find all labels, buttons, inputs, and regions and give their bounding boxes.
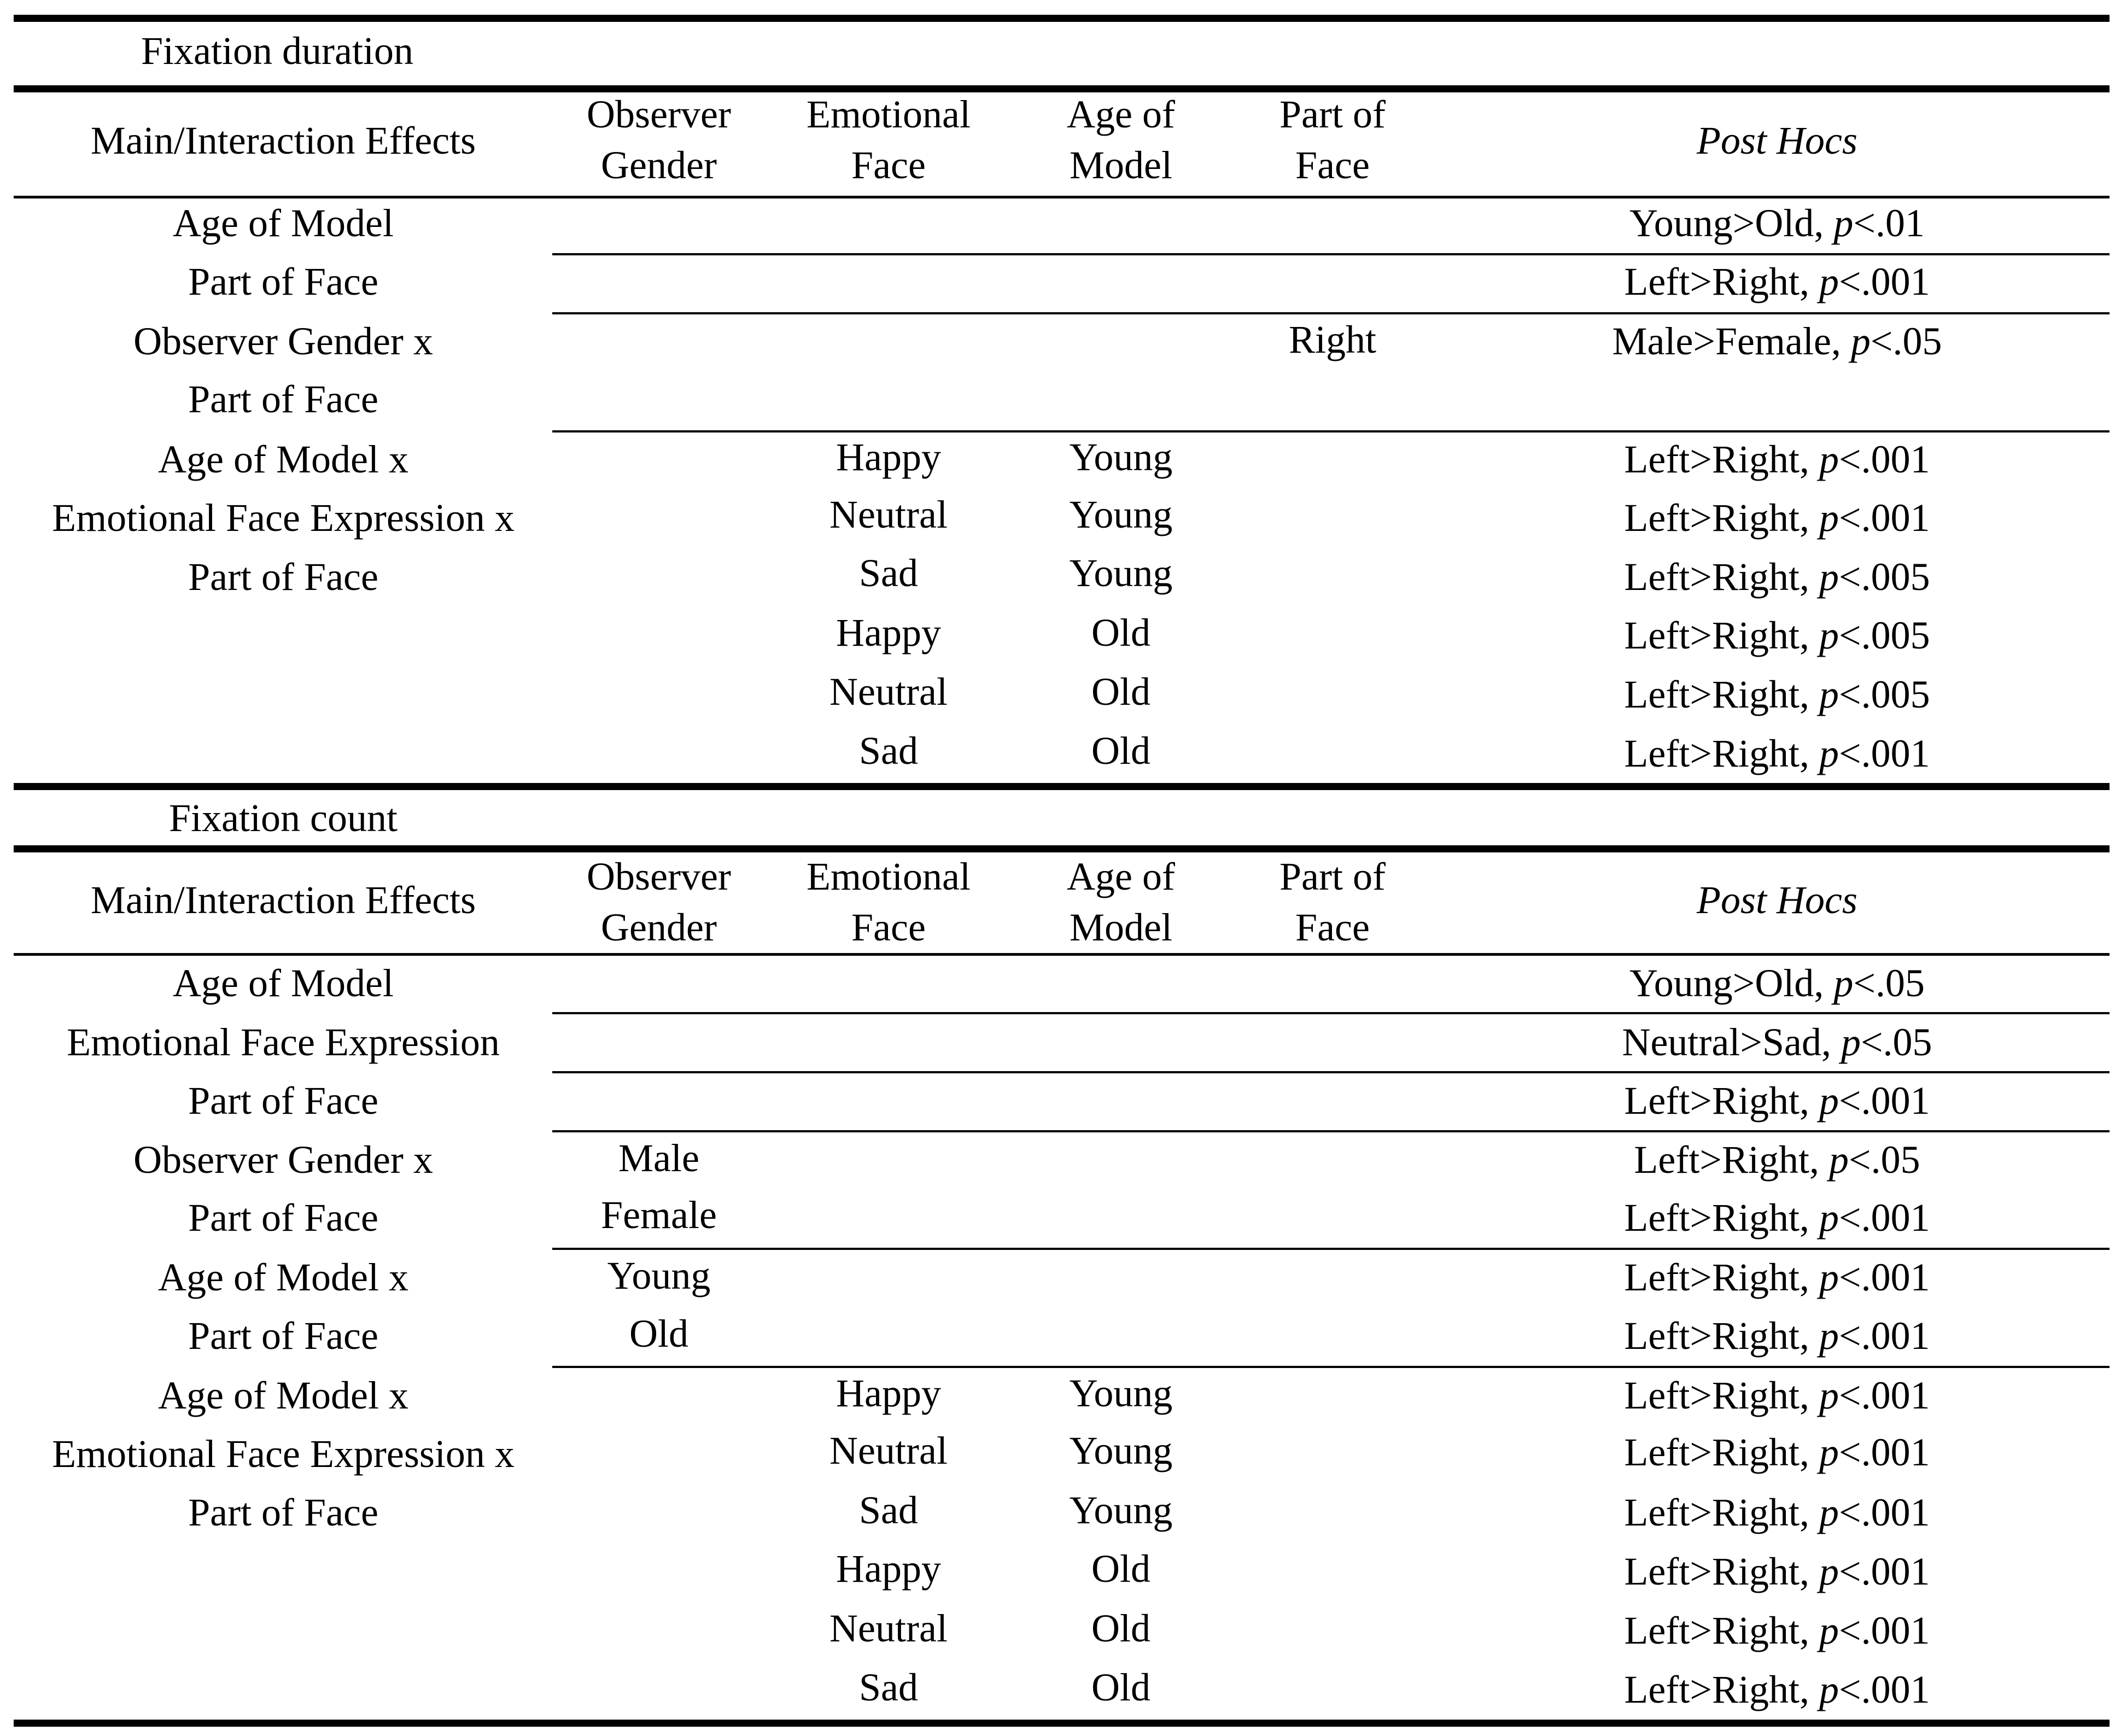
post-hoc-cell: Left>Right, p<.001 [1624,260,1930,303]
post-hoc-cell: Left>Right, p<.001 [1624,496,1930,540]
age-of-model-value: Old [1091,729,1150,773]
age-of-model-value: Old [1091,611,1150,654]
header-emotional-face-line1: Emotional [807,92,971,136]
effect-emotional-face-expression: Emotional Face Expression [67,1020,500,1064]
header-part-of-face-line1: Part of [1279,855,1386,898]
header-main-interaction-effects: Main/Interaction Effects [90,878,476,922]
header-part-of-face-line1: Part of [1279,92,1386,136]
effect-age-emotion-part-line2: Emotional Face Expression x [52,1432,515,1476]
post-hoc-cell: Left>Right, p<.001 [1624,1373,1930,1417]
post-hoc-cell: Left>Right, p<.001 [1624,1430,1930,1474]
row-divider [552,1248,2110,1250]
header-observer-gender-line2: Gender [601,143,717,187]
row-divider [552,1012,2110,1014]
header-age-of-model-line1: Age of [1067,855,1175,898]
emotional-face-value: Neutral [829,1606,948,1650]
post-hoc-cell: Young>Old, p<.01 [1629,201,1925,245]
post-hoc-cell: Left>Right, p<.001 [1624,437,1930,481]
post-hoc-cell: Left>Right, p<.001 [1624,732,1930,775]
age-of-model-value: Old [1091,1665,1150,1709]
row-divider [552,312,2110,314]
header-age-of-model-line2: Model [1070,143,1172,187]
row-divider [552,1366,2110,1368]
post-hoc-cell: Left>Right, p<.005 [1624,673,1930,716]
post-hoc-cell: Left>Right, p<.001 [1624,1490,1930,1534]
post-hoc-cell: Left>Right, p<.001 [1624,1550,1930,1593]
emotional-face-value: Neutral [829,493,948,536]
effect-observer-gender-x-part-of-face-line2: Part of Face [188,377,378,421]
post-hoc-cell: Neutral>Sad, p<.05 [1622,1020,1932,1064]
emotional-face-value: Happy [836,1547,941,1591]
header-emotional-face-line1: Emotional [807,855,971,898]
row-divider [552,253,2110,255]
emotional-face-value: Happy [836,1371,941,1415]
observer-gender-value: Old [629,1312,688,1355]
age-of-model-value: Young [1069,551,1173,595]
header-emotional-face-line2: Face [851,905,926,949]
post-hoc-cell: Left>Right, p<.001 [1624,1314,1930,1358]
observer-gender-value: Male [618,1136,699,1180]
age-of-model-value: Young [1069,1371,1173,1415]
age-of-model-value: Old [1091,1547,1150,1591]
effect-age-of-model-x-part-of-face-line2: Part of Face [188,1314,378,1358]
emotional-face-value: Sad [859,1665,918,1709]
emotional-face-value: Happy [836,435,941,479]
header-age-of-model-line2: Model [1070,905,1172,949]
post-hoc-cell: Left>Right, p<.001 [1624,1609,1930,1652]
effect-age-emotion-part-line1: Age of Model x [158,1373,408,1417]
effect-observer-gender-x-part-of-face-line1: Observer Gender x [133,319,433,363]
header-emotional-face-line2: Face [851,143,926,187]
age-of-model-value: Young [1069,493,1173,536]
header-post-hocs: Post Hocs [1697,878,1857,922]
row-divider [552,1071,2110,1073]
effect-age-emotion-part-line2: Emotional Face Expression x [52,496,515,540]
emotional-face-value: Neutral [829,1429,948,1472]
age-of-model-value: Old [1091,1606,1150,1650]
post-hoc-cell: Young>Old, p<.05 [1629,961,1925,1005]
effect-age-emotion-part-line3: Part of Face [188,1490,378,1534]
header-post-hocs: Post Hocs [1697,119,1857,162]
row-divider [552,1130,2110,1132]
header-bottom-rule [14,953,2110,956]
header-observer-gender-line1: Observer [587,92,731,136]
top-thick-rule [14,15,2110,22]
age-of-model-value: Old [1091,670,1150,714]
header-age-of-model-line1: Age of [1067,92,1175,136]
post-hoc-cell: Left>Right, p<.05 [1634,1138,1920,1182]
effect-part-of-face: Part of Face [188,260,378,303]
age-of-model-value: Young [1069,1488,1173,1532]
header-thick-rule [14,85,2110,92]
header-part-of-face-line2: Face [1295,905,1370,949]
age-of-model-value: Young [1069,1429,1173,1472]
section-title-fixation-duration: Fixation duration [141,29,413,73]
effect-age-of-model-x-part-of-face-line1: Age of Model x [158,1255,408,1299]
effect-age-emotion-part-line3: Part of Face [188,555,378,599]
section-title-fixation-count: Fixation count [169,796,398,840]
post-hoc-cell: Left>Right, p<.001 [1624,1255,1930,1299]
emotional-face-value: Sad [859,1488,918,1532]
header-thick-rule [14,845,2110,852]
observer-gender-value: Female [601,1193,717,1237]
post-hoc-cell: Left>Right, p<.001 [1624,1196,1930,1240]
post-hoc-cell: Male>Female, p<.05 [1612,319,1942,363]
post-hoc-cell: Left>Right, p<.001 [1624,1079,1930,1123]
header-main-interaction-effects: Main/Interaction Effects [90,119,476,162]
header-bottom-rule [14,196,2110,198]
header-observer-gender-line2: Gender [601,905,717,949]
emotional-face-value: Sad [859,729,918,773]
effect-observer-gender-x-part-of-face-line1: Observer Gender x [133,1138,433,1182]
post-hoc-cell: Left>Right, p<.005 [1624,613,1930,657]
bottom-thick-rule [14,1720,2110,1727]
emotional-face-value: Neutral [829,670,948,714]
post-hoc-cell: Left>Right, p<.005 [1624,555,1930,599]
effect-age-of-model: Age of Model [173,961,394,1005]
effect-observer-gender-x-part-of-face-line2: Part of Face [188,1196,378,1240]
part-of-face-value: Right [1288,318,1377,361]
emotional-face-value: Happy [836,611,941,654]
section-separator-thick-rule [14,783,2110,790]
observer-gender-value: Young [607,1254,711,1297]
effect-part-of-face: Part of Face [188,1079,378,1123]
effect-age-of-model: Age of Model [173,201,394,245]
post-hoc-cell: Left>Right, p<.001 [1624,1668,1930,1711]
header-observer-gender-line1: Observer [587,855,731,898]
age-of-model-value: Young [1069,435,1173,479]
effect-age-emotion-part-line1: Age of Model x [158,437,408,481]
emotional-face-value: Sad [859,551,918,595]
row-divider [552,430,2110,432]
header-part-of-face-line2: Face [1295,143,1370,187]
